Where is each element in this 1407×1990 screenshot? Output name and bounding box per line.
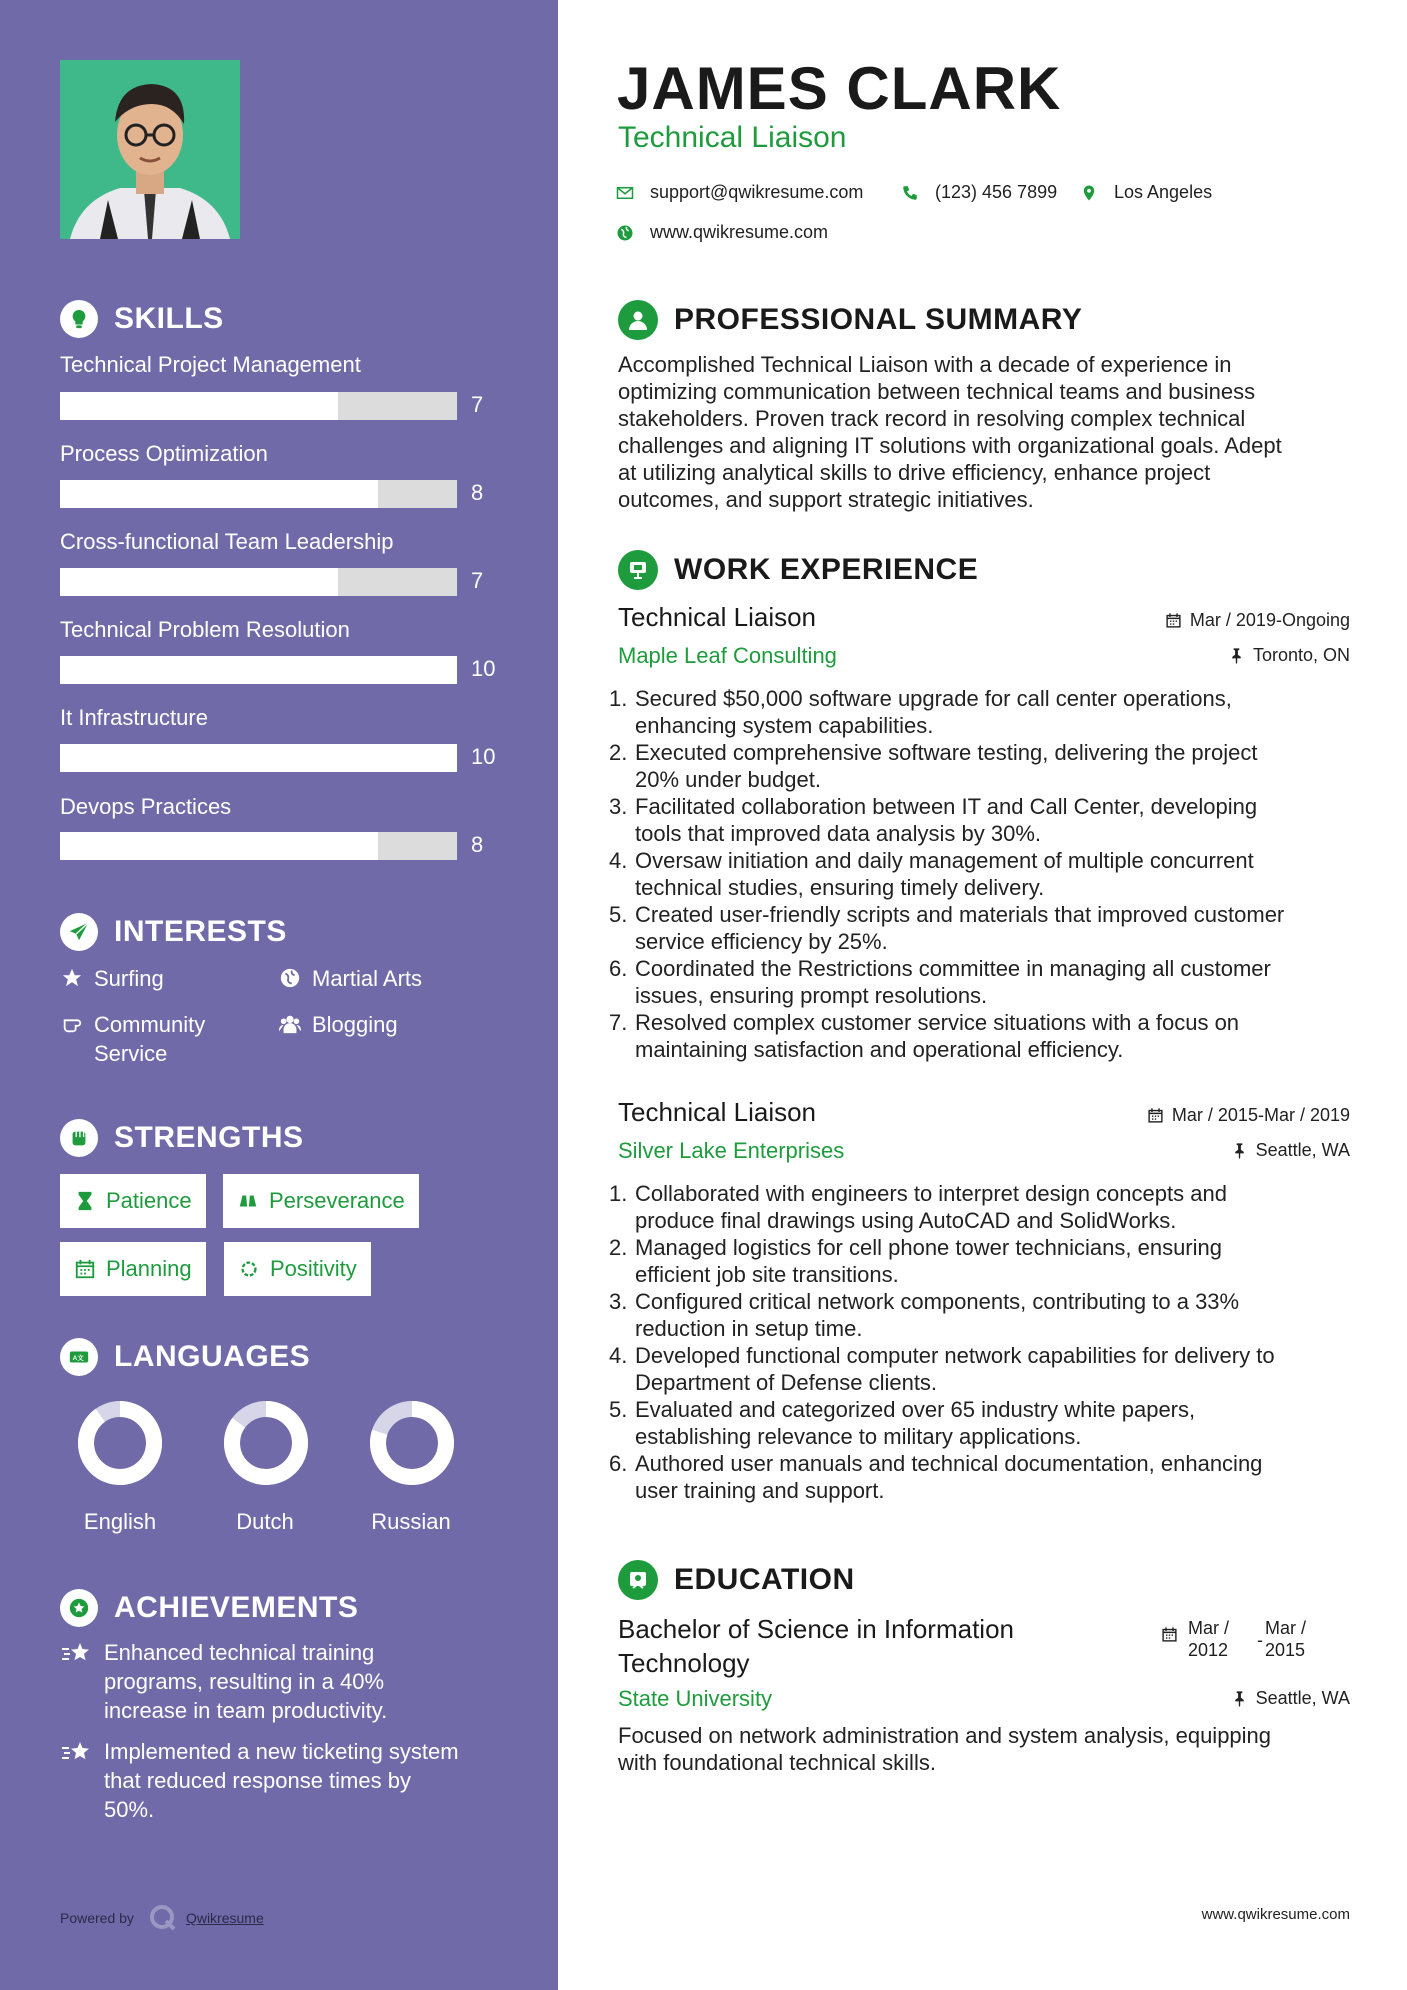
skill-name: Devops Practices xyxy=(60,794,232,819)
skill-name: It Infrastructure xyxy=(60,705,208,730)
shooting-star-icon xyxy=(60,1740,94,1824)
achievements-title: ACHIEVEMENTS xyxy=(114,1591,359,1624)
summary-heading xyxy=(618,300,1082,340)
skill-level: 10 xyxy=(471,744,496,769)
strength-badge: Positivity xyxy=(224,1242,371,1296)
users-icon xyxy=(278,1012,302,1036)
skill-bar xyxy=(60,568,457,596)
duty-item: 4. Developed functional computer network capabilities for delivery to Department of Defense clients. xyxy=(609,1343,1275,1395)
interests-heading xyxy=(60,913,287,951)
location-contact: Los Angeles xyxy=(1080,182,1212,203)
duty-item: 4. Oversaw initiation and daily management of multiple concurrent technical studies, ensuring timely delivery. xyxy=(609,848,1254,900)
skill-bar xyxy=(60,392,457,420)
company-name: Maple Leaf Consulting xyxy=(618,643,837,668)
calendar-icon xyxy=(1161,1626,1178,1643)
candidate-role: Technical Liaison xyxy=(618,121,847,154)
strength-badge: Perseverance xyxy=(223,1174,419,1228)
duties-list xyxy=(609,685,1378,1063)
summary-title: PROFESSIONAL SUMMARY xyxy=(674,303,1083,336)
globe-icon xyxy=(278,966,302,990)
language-ring xyxy=(74,1400,166,1491)
powered-by: Powered by Qwikresume xyxy=(60,1903,264,1933)
education-title: EDUCATION xyxy=(674,1563,855,1596)
interest-item: Martial Arts xyxy=(278,964,422,993)
globe-icon xyxy=(616,224,634,242)
skill-level: 8 xyxy=(471,832,484,857)
achievements-heading xyxy=(60,1589,358,1627)
hourglass-icon xyxy=(74,1190,96,1212)
skill-bar xyxy=(60,656,457,684)
skill-bar xyxy=(60,480,457,508)
duty-item: 3. Configured critical network components, contributing to a 33% reduction in setup time. xyxy=(609,1289,1240,1341)
binoculars-icon xyxy=(237,1190,259,1212)
job-location: Toronto, ON xyxy=(1228,645,1350,666)
skills-heading xyxy=(60,300,224,338)
languages-heading xyxy=(60,1338,310,1376)
skill-bar xyxy=(60,832,457,860)
duty-item: 1. Secured $50,000 software upgrade for call center operations, enhancing system capabilities. xyxy=(609,686,1232,738)
sun-icon xyxy=(238,1258,260,1280)
strengths-heading xyxy=(60,1119,304,1157)
phone-contact[interactable]: (123) 456 7899 xyxy=(901,182,1057,203)
duties-list xyxy=(609,1180,1378,1504)
job-title: Technical Liaison xyxy=(618,1097,817,1127)
graduation-icon xyxy=(618,1560,658,1600)
ring-fill xyxy=(86,1409,154,1477)
strength-badge: Patience xyxy=(60,1174,206,1228)
pin-icon xyxy=(1228,647,1245,664)
fist-icon xyxy=(60,1119,98,1157)
experience-heading xyxy=(618,550,978,590)
trophy-star-icon xyxy=(60,1589,98,1627)
qwikresume-link[interactable]: Qwikresume xyxy=(185,1910,264,1926)
map-pin-icon xyxy=(1080,184,1098,202)
company-name: Silver Lake Enterprises xyxy=(618,1138,845,1163)
job-dates: Mar / 2015-Mar / 2019 xyxy=(1147,1105,1350,1126)
skill-name: Cross-functional Team Leadership xyxy=(60,529,394,554)
calendar-icon xyxy=(1165,612,1182,629)
duty-item: 6. Coordinated the Restrictions committee in managing all customer issues, ensuring prompt resolutions. xyxy=(609,956,1271,1008)
language-ring xyxy=(366,1400,458,1491)
sidebar xyxy=(0,0,558,1990)
skill-name: Process Optimization xyxy=(60,441,268,466)
education-dates: Mar / 2012 - Mar / 2015 xyxy=(1161,1617,1306,1661)
job-dates: Mar / 2019-Ongoing xyxy=(1165,610,1350,631)
calendar-icon xyxy=(74,1258,96,1280)
education-description: Focused on network administration and system analysis, equipping with foundational technical skills. xyxy=(618,1723,1272,1775)
skill-bar xyxy=(60,744,457,772)
duty-item: 2. Executed comprehensive software testing, delivering the project 20% under budget. xyxy=(609,740,1258,792)
language-name: English xyxy=(83,1509,157,1534)
skill-level: 8 xyxy=(471,480,484,505)
skill-level: 7 xyxy=(471,568,484,593)
achievement-item: Enhanced technical training programs, resulting in a 40% increase in team productivity. xyxy=(60,1638,500,1725)
language-name: Russian xyxy=(371,1509,451,1534)
experience-title: WORK EXPERIENCE xyxy=(674,553,979,586)
svg-text:A文: A文 xyxy=(72,1354,84,1362)
interest-item: Blogging xyxy=(278,1010,398,1039)
briefcase-icon xyxy=(618,550,658,590)
language-icon xyxy=(60,1338,98,1376)
summary-text: Accomplished Technical Liaison with a decade of experience in optimizing communication between technical teams and business stakeholders. Proven track record in resolving complex technical challenges and aligning IT solutions with organizational goals. Adept at utilizing analytical skills to drive efficiency, enhance project outcomes, and support strategic initiatives. xyxy=(618,352,1282,512)
star-icon xyxy=(60,966,84,990)
degree-title: Bachelor of Science in Information Technology xyxy=(618,1614,1014,1678)
shooting-star-icon xyxy=(60,1641,94,1725)
phone-icon xyxy=(901,184,919,202)
school-name: State University xyxy=(618,1686,773,1711)
candidate-name: JAMES CLARK xyxy=(617,55,1062,122)
skill-level: 7 xyxy=(471,392,484,417)
strength-badge: Planning xyxy=(60,1242,206,1296)
calendar-icon xyxy=(1147,1107,1164,1124)
interest-item: Community Service xyxy=(60,1010,205,1068)
user-icon xyxy=(618,300,658,340)
job-title: Technical Liaison xyxy=(618,602,817,632)
footer-website[interactable]: www.qwikresume.com xyxy=(1201,1906,1350,1923)
website-contact[interactable]: www.qwikresume.com xyxy=(616,222,828,243)
hand-icon xyxy=(60,1012,84,1036)
strengths-title: STRENGTHS xyxy=(114,1121,304,1154)
pin-icon xyxy=(1231,1690,1248,1707)
lightbulb-icon xyxy=(60,300,98,338)
duty-item: 5. Evaluated and categorized over 65 industry white papers, establishing relevance to military applications. xyxy=(609,1397,1196,1449)
skills-title: SKILLS xyxy=(114,302,224,335)
qwikresume-logo-icon xyxy=(148,1903,178,1933)
achievement-item: Implemented a new ticketing system that reduced response times by 50%. xyxy=(60,1737,500,1824)
main-content xyxy=(558,0,1407,1990)
paper-plane-icon xyxy=(60,913,98,951)
language-ring xyxy=(220,1400,312,1491)
education-heading xyxy=(618,1560,855,1600)
skill-name: Technical Project Management xyxy=(60,352,361,377)
duty-item: 2. Managed logistics for cell phone tower technicians, ensuring efficient job site transitions. xyxy=(609,1235,1222,1287)
skill-level: 10 xyxy=(471,656,496,681)
language-name: Dutch xyxy=(236,1509,294,1534)
interest-item: Surfing xyxy=(60,964,164,993)
skill-name: Technical Problem Resolution xyxy=(60,617,350,642)
profile-photo xyxy=(60,60,240,239)
languages-title: LANGUAGES xyxy=(114,1340,311,1373)
school-location: Seattle, WA xyxy=(1231,1688,1350,1709)
duty-item: 7. Resolved complex customer service situations with a focus on maintaining satisfaction and operational efficiency. xyxy=(609,1010,1240,1062)
email-contact[interactable]: support@qwikresume.com xyxy=(616,182,863,203)
duty-item: 6. Authored user manuals and technical documentation, enhancing user training and support. xyxy=(609,1451,1263,1503)
duty-item: 3. Facilitated collaboration between IT and Call Center, developing tools that improved data analysis by 30%. xyxy=(609,794,1258,846)
job-location: Seattle, WA xyxy=(1231,1140,1350,1161)
envelope-icon xyxy=(616,184,634,202)
duty-item: 1. Collaborated with engineers to interpret design concepts and produce final drawings using AutoCAD and SolidWorks. xyxy=(609,1181,1227,1233)
pin-icon xyxy=(1231,1142,1248,1159)
interests-title: INTERESTS xyxy=(114,915,287,948)
duty-item: 5. Created user-friendly scripts and materials that improved customer service efficiency by 25%. xyxy=(609,902,1285,954)
